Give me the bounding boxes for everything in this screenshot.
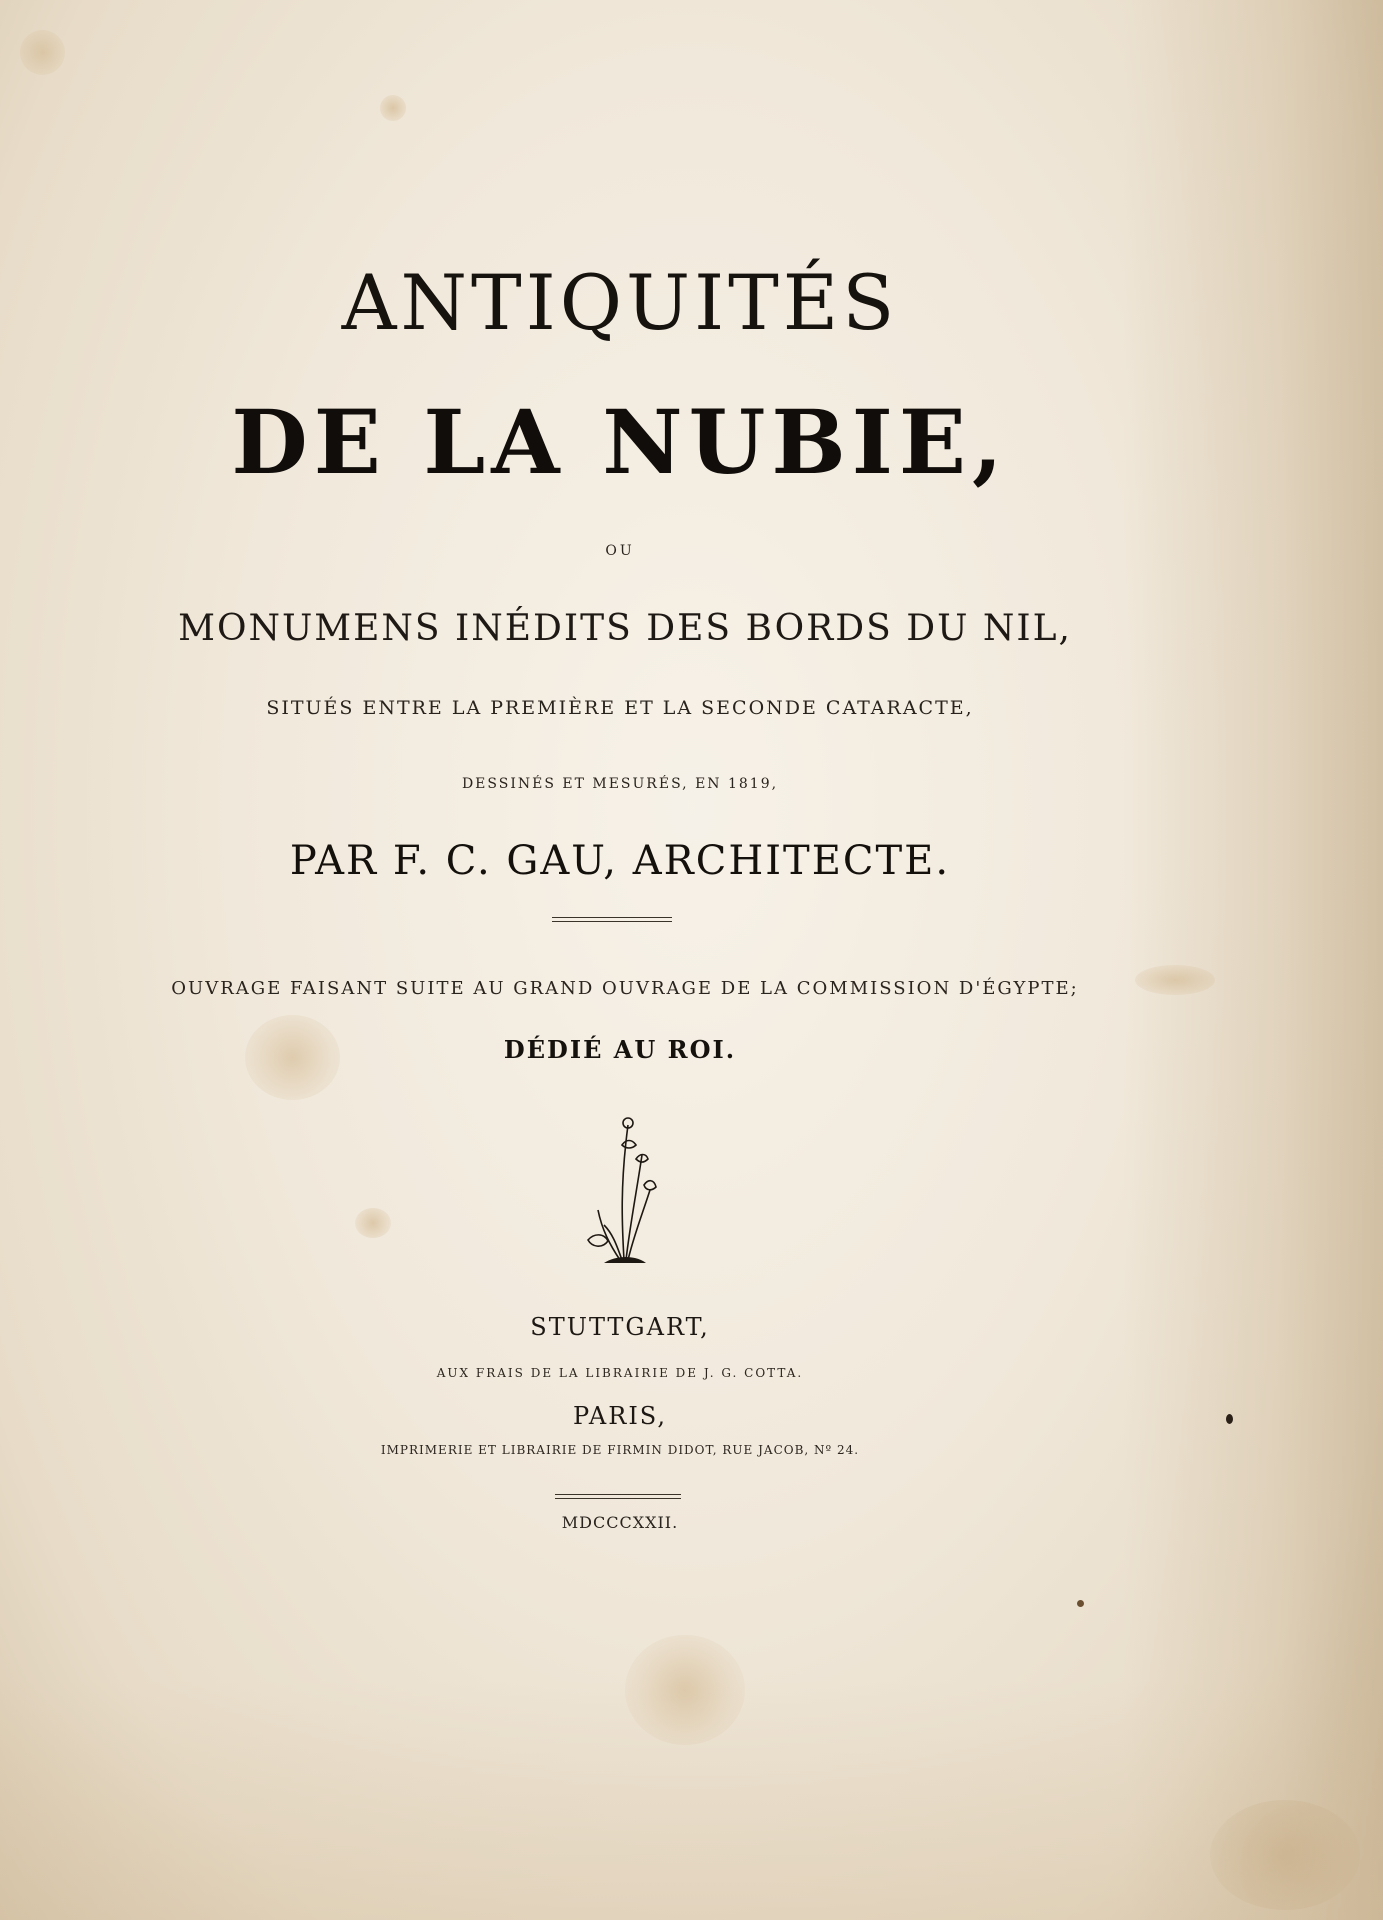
location-line: SITUÉS ENTRE LA PREMIÈRE ET LA SECONDE CATARACTE, <box>266 697 974 719</box>
dedication: DÉDIÉ AU ROI. <box>503 1035 737 1064</box>
foxing-stain <box>355 1208 391 1238</box>
imprint-publisher-didot: IMPRIMERIE ET LIBRAIRIE DE FIRMIN DIDOT, RUE JACOB, Nº 24. <box>380 1443 860 1457</box>
imprint-city-paris: PARIS, <box>572 1402 668 1430</box>
title-conjunction: OU <box>605 543 635 559</box>
foxing-stain <box>1210 1800 1360 1910</box>
subtitle: MONUMENS INÉDITS DES BORDS DU NIL, <box>178 608 1072 649</box>
papyrus-plant-icon <box>576 1115 666 1270</box>
divider-rule <box>555 1494 681 1499</box>
page-bottom-shadow <box>0 1680 1383 1920</box>
title-line-1: ANTIQUITÉS <box>341 258 899 347</box>
foxing-stain <box>380 95 406 121</box>
title-line-2: DE LA NUBIE, <box>231 390 1009 494</box>
imprint-publisher-cotta: AUX FRAIS DE LA LIBRAIRIE DE J. G. COTTA. <box>436 1366 804 1380</box>
imprint-year: MDCCCXXII. <box>561 1513 679 1532</box>
author-line: PAR F. C. GAU, ARCHITECTE. <box>289 838 951 884</box>
imprint-city-stuttgart: STUTTGART, <box>530 1313 710 1341</box>
foxing-stain <box>625 1635 745 1745</box>
ink-speck <box>1077 1600 1084 1607</box>
series-note: OUVRAGE FAISANT SUITE AU GRAND OUVRAGE DE LA COMMISSION D'ÉGYPTE; <box>171 978 1079 999</box>
divider-rule <box>552 917 672 922</box>
drawn-line: DESSINÉS ET MESURÉS, EN 1819, <box>461 776 779 792</box>
foxing-stain <box>20 30 65 75</box>
